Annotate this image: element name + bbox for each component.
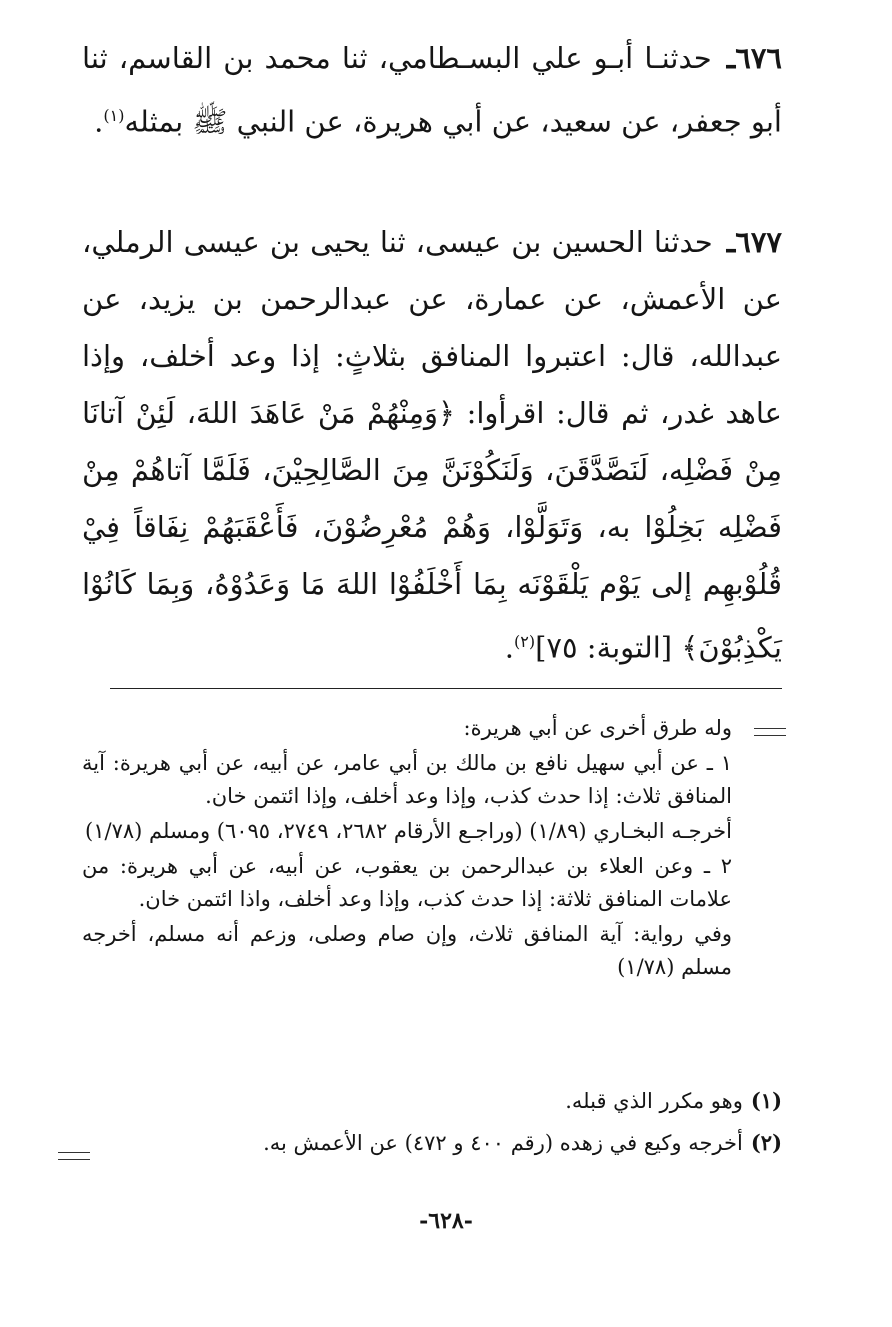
page-number: -٦٢٨- [419,1208,473,1234]
side-note-paragraph: ١ ـ عن أبي سهيل نافع بن مالك بن أبي عامر، عن أبيه، عن أبي هريرة: آية المنافق ثلاث: إذا حدث كذب، وإذا وعد أخلف، وإذا ائتمن خان. [82,751,732,808]
entry-number: ٦٧٧ـ [726,225,782,259]
entry-text: حدثنـا أبـو علي البسـطامي، ثنا محمد بن القاسم، ثنا أبو جعفر، عن سعيد، عن أبي هريرة، عن النبي ﷺ بمثله [82,41,782,139]
double-rule-marker [754,728,786,736]
side-note [82,712,732,984]
side-note-heading: وله طرق أخرى عن أبي هريرة: [463,716,732,740]
side-note-paragraph: وفي رواية: آية المنافق ثلاث، وإن صام وصلى، وزعم أنه مسلم، أخرجه مسلم (١/٧٨) [82,922,732,979]
hadith-entry-677 [82,214,782,677]
double-rule-marker [58,1152,90,1160]
footnote-text: وهو مكرر الذي قبله. [565,1089,743,1113]
side-note-paragraph: ٢ ـ وعن العلاء بن عبدالرحمن بن يعقوب، عن أبيه، عن أبي هريرة: من علامات المنافق ثلاثة: إذا حدث كذب، وإذا وعد أخلف، واذا ائتمن خان. [82,854,732,911]
entry-tail: . [504,630,514,665]
footnote-2 [82,1128,782,1158]
hadith-entry-676 [82,30,782,151]
footnote-separator-rule [110,688,782,689]
footnote-text: أخرجه وكيع في زهده (رقم ٤٠٠ و ٤٧٢) عن الأعمش به. [263,1131,743,1155]
footnote-reference: (٢) [514,632,536,651]
entry-text: حدثنا الحسين بن عيسى، ثنا يحيى بن عيسى الرملي، عن الأعمش، عن عمارة، عن عبدالرحمن بن يزيد، عن عبدالله، قال: اعتبروا المنافق بثلاثٍ: إذا وعد أخلف، وإذا عاهد غدر، ثم قال: اقرأوا: ﴿وَمِنْهُمْ مَنْ عَاهَدَ اللهَ، لَئِنْ آتانَا مِنْ فَضْلِه، لَنَصَّدَّقَنَ، وَلَنَكُوْنَنَّ مِنَ الصَّالِحِيْنَ، فَلَمَّا آتاهُمْ مِنْ فَضْلِه بَخِلُوْا به، وَتَوَلَّوْا، وَهُمْ مُعْرِضُوْنَ، فَأَعْقَبَهُمْ نِفَاقاً فِيْ قُلُوْبهِم إلى يَوْم يَلْقَوْنَه بِمَا أَخْلَفُوْا اللهَ مَا وَعَدُوْهُ، وَبِمَا كَانُوْا يَكْذِبُوْنَ﴾ [التوبة: ٧٥] [82,225,782,665]
footnote-number: (١) [750,1088,782,1113]
footnote-1 [82,1086,782,1116]
footnote-reference: (١) [103,106,125,125]
footnote-number: (٢) [750,1130,782,1155]
entry-number: ٦٧٦ـ [726,41,783,75]
entry-tail: . [94,104,104,139]
side-note-paragraph: أخرجـه البخـاري (١/٨٩) (وراجـع الأرقام ٢٦٨٢، ٢٧٤٩، ٦٠٩٥) ومسلم (١/٧٨) [85,819,732,843]
